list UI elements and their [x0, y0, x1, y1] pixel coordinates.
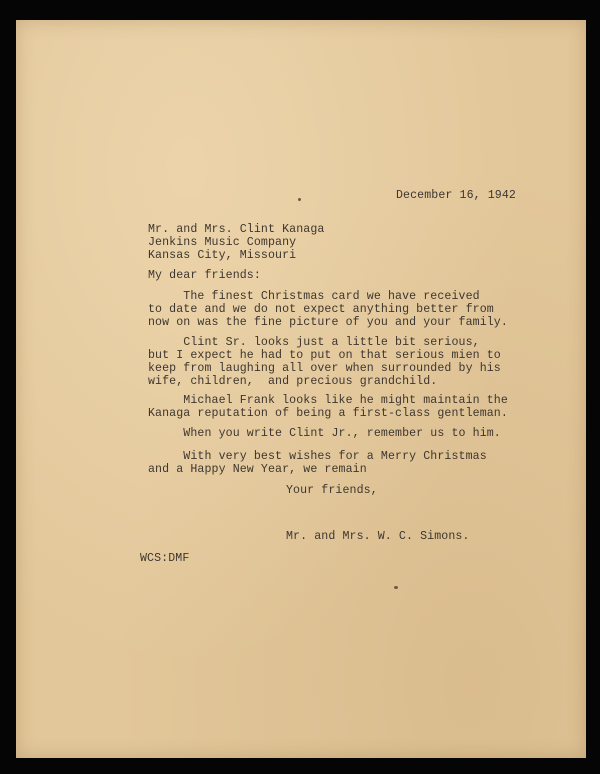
recipient-city: Kansas City, Missouri: [148, 249, 297, 262]
paragraph-2-line-1: Clint Sr. looks just a little bit serious,: [148, 336, 480, 349]
recipient-name: Mr. and Mrs. Clint Kanaga: [148, 223, 325, 236]
paragraph-1-line-1: The finest Christmas card we have received: [148, 290, 480, 303]
salutation: My dear friends:: [148, 269, 261, 282]
paragraph-2-line-3: keep from laughing all over when surrounded by his: [148, 362, 501, 375]
paragraph-2-line-4: wife, children, and precious grandchild.: [148, 375, 438, 388]
recipient-company: Jenkins Music Company: [148, 236, 297, 249]
paragraph-5-line-1: With very best wishes for a Merry Christmas: [148, 450, 487, 463]
paragraph-3-line-2: Kanaga reputation of being a first-class gentleman.: [148, 407, 508, 420]
paragraph-2-line-2: but I expect he had to put on that serious mien to: [148, 349, 501, 362]
paper-speck: [394, 586, 398, 589]
paragraph-3-line-1: Michael Frank looks like he might maintain the: [148, 394, 508, 407]
signature: Mr. and Mrs. W. C. Simons.: [286, 530, 470, 543]
paragraph-4: When you write Clint Jr., remember us to him.: [148, 427, 501, 440]
letter-date: December 16, 1942: [396, 189, 516, 202]
paragraph-1-line-2: to date and we do not expect anything better from: [148, 303, 494, 316]
paragraph-1-line-3: now on was the fine picture of you and your family.: [148, 316, 508, 329]
closing: Your friends,: [286, 484, 378, 497]
letter-page: [16, 20, 586, 758]
reference-initials: WCS:DMF: [140, 552, 190, 565]
paragraph-5-line-2: and a Happy New Year, we remain: [148, 463, 367, 476]
paper-speck: [298, 198, 301, 201]
